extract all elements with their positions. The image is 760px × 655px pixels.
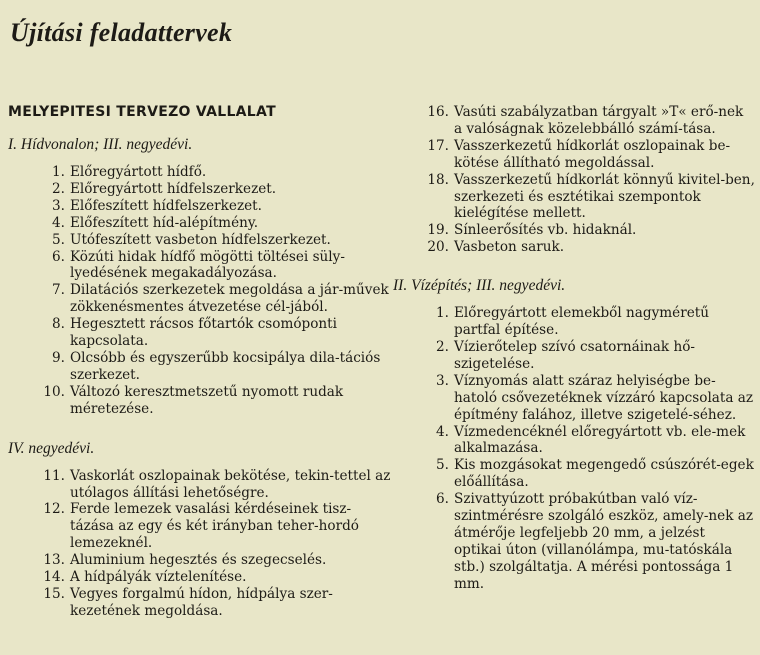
list-item: 12. Ferde lemezek vasalási kérdéseinek tisz-tázása az egy és két irányban teher-hordó lemezeknél. [43,501,359,552]
list-item: 19. Sínleerősítés vb. hidaknál. [427,222,637,239]
right-column [393,104,755,593]
section-heading-vizepites: II. Vízépítés; III. negyedévi. [393,277,566,295]
list-item: 8. Hegesztett rácsos főtartók csomóponti kapcsolata. [52,316,337,350]
list-item: 4. Vízmedencéknél előregyártott vb. ele-mek alkalmazása. [436,423,746,457]
list-item: 18. Vasszerkezetű hídkorlát könnyű kivitel-ben, szerkezeti és esztétikai szempontok kielégítése mellett. [427,171,755,222]
list-item: 5. Kis mozgásokat megengedő csúszórét-egek előállítása. [436,457,754,491]
list-item: 15. Vegyes forgalmú hídon, hídpálya szer-kezetének megoldása. [43,585,333,619]
list-vizepites [393,305,755,592]
list-iv-right [393,104,755,256]
list-item: 17. Vasszerkezetű hídkorlát oszlopainak be-kötése állítható megoldással. [427,137,731,171]
list-item: 6. Közúti hidak hídfő mögötti töltései süly-lyedésének megakadályozása. [52,248,345,282]
list-item: 20. Vasbeton saruk. [427,239,565,256]
list-item: 9. Olcsóbb és egyszerűbb kocsipálya dila-tációs szerkezet. [52,349,381,383]
list-item: 16. Vasúti szabályzatban tárgyalt »T« erő-nek a valóságnak közelebbálló számí-tása. [427,104,744,137]
list-item: 10. Változó keresztmetszetű nyomott rudak méretezése. [43,383,344,417]
list-item: 1. Előregyártott elemekből nagyméretű partfal építése. [436,305,709,339]
section-heading-iv: IV. negyedévi. [8,439,95,457]
list-item: 2. Vízierőtelep szívó csatornáinak hő-szigetelése. [436,338,695,372]
section-heading-hidvonalon: I. Hídvonalon; III. negyedévi. [8,136,193,153]
list-item: 11. Vaskorlát oszlopainak bekötése, tekin-tettel az utólagos állítási lehetőségre. [43,467,391,501]
list-item: 7. Dilatációs szerkezetek megoldása a jár-művek zökkenésmentes átvezetése cél-jából. [52,282,389,316]
page-title: Újítási feladattervek [10,18,233,47]
list-item: 2. Előregyártott hídfelszerkezet. [52,180,277,197]
list-iv-left [8,468,393,620]
left-column [8,104,393,620]
list-item: 1. Előregyártott hídfő. [52,164,207,180]
list-item: 4. Előfeszített híd-alépítmény. [52,214,259,231]
organization-heading: MELYEPITESI TERVEZO VALLALAT [8,104,276,120]
list-hidvonalon [8,164,393,418]
list-item: 6. Szivattyúzott próbakútban való víz-szintmérésre szolgáló eszköz, amely-nek az átmérője legfeljebb 20 mm, a jelzést optikai úton (villanólámpa, mu-tatóskála stb.) szolgáltatja. A mérési pontossága 1 mm. [436,491,754,592]
list-item: 13. Aluminium hegesztés és szegecselés. [43,552,327,569]
list-item: 5. Utófeszített vasbeton hídfelszerkezet. [52,231,331,248]
list-item: 3. Előfeszített hídfelszerkezet. [52,197,262,214]
list-item: 14. A hídpályák víztelenítése. [43,569,247,586]
list-item: 3. Víznyomás alatt száraz helyiségbe be-hatoló csővezetéknek vízzáró kapcsolata az építmény falához, illetve szigetelé-séhez. [436,372,754,423]
